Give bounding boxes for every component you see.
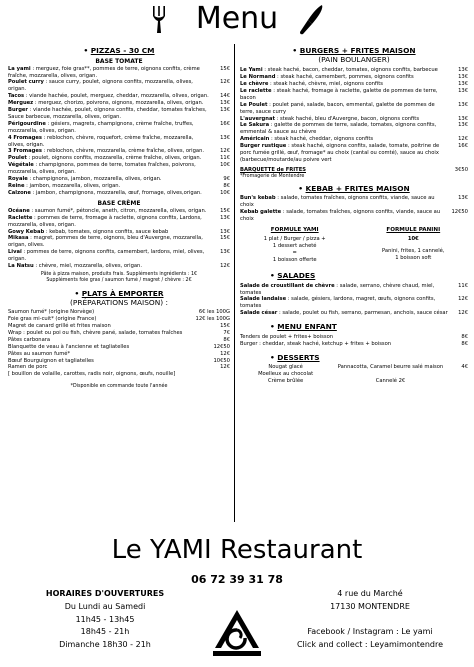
item-price: 13€ xyxy=(458,122,468,129)
item-description: Tenders de poulet + frites+ boisson xyxy=(240,333,334,340)
item-price: 8€ xyxy=(461,340,468,347)
item-name: Salade césar xyxy=(240,310,278,317)
item-price: 12€ les 100G xyxy=(195,316,230,323)
emporter-item xyxy=(8,364,230,378)
item-description xyxy=(240,167,452,174)
salade-item xyxy=(240,283,468,297)
base-creme-list xyxy=(8,208,230,270)
formule-panini-line: Panini, frites, 1 cannelé, xyxy=(382,248,445,254)
dessert-item: Moelleux au chocolat xyxy=(258,371,314,378)
hours-line: 11h45 - 13h45 xyxy=(75,614,135,624)
phone-number[interactable]: 06 72 39 31 78 xyxy=(191,573,283,586)
pizza-note-supplements: Suppléments foie gras / saumon fumé / magret / chèvre : 2€ xyxy=(46,277,192,283)
item-name: Burger rustique xyxy=(240,143,287,150)
item-name: Bun's kebab xyxy=(240,195,276,202)
item-name: Le raclette xyxy=(240,87,272,94)
emporter-item xyxy=(8,337,230,344)
item-description: Burger : cheddar, steak haché, ketchup + frites + boisson xyxy=(240,340,392,347)
item-description: Poulet curry : sauce curry, poulet, oignons confits, mozzarella, olives, origan. xyxy=(8,79,193,93)
item-price: 13€ xyxy=(458,74,468,81)
hours-line: Du Lundi au Samedi xyxy=(64,601,146,611)
item-name: Royale xyxy=(8,176,28,183)
menu-enfant-list xyxy=(240,334,468,348)
kebab-list xyxy=(240,195,468,223)
formule-yami-line: 1 plat / Burger / pizza + xyxy=(263,236,326,242)
item-description: Pâtes au saumon fumé* xyxy=(8,350,71,357)
item-price: 3€50 xyxy=(454,166,468,173)
formule-yami-line: 1 boisson offerte xyxy=(272,257,317,263)
item-description: Saumon fumé* (origine Norvège) xyxy=(8,309,95,316)
desserts-section-title: • DESSERTS xyxy=(270,352,320,362)
item-name: Raclette xyxy=(8,214,33,221)
item-name: Le Yami xyxy=(240,67,263,74)
pizza-item xyxy=(8,190,230,197)
formules xyxy=(240,227,468,264)
item-price: 13€ xyxy=(458,67,468,74)
dessert-item xyxy=(331,371,450,378)
item-description: L'auvergnat : steak haché, bleu d'Auvergne, bacon, oignons confits xyxy=(240,115,420,122)
leaf-symbol-logo xyxy=(207,608,267,660)
item-description: Le Normand : steak haché, camembert, pommes, oignons confits xyxy=(240,74,414,81)
item-price: 10€50 xyxy=(213,357,230,364)
dessert-item: Crème brûlée xyxy=(267,377,304,384)
item-description: Merguez : merguez, chorizo, poivrons, oignons, mozzarella, olives, origan. xyxy=(8,100,204,107)
item-name: Le Poulet xyxy=(240,101,268,108)
kebab-item xyxy=(240,209,468,223)
item-description: Le chèvre : steak haché, chèvre, miel, oignons confits xyxy=(240,81,383,87)
pizza-item xyxy=(8,100,230,107)
knife-icon xyxy=(298,4,324,36)
item-description: Kebab galette : salade, tomates fraîches, oignons confits, viande, sauce au choix xyxy=(240,209,441,223)
item-price: 12€ xyxy=(220,148,230,155)
item-name: 4 Fromages xyxy=(8,134,42,141)
item-description: Le Sakura : galette de pommes de terre, salade, tomates, oignons confits, emmental & sauce au chèvre xyxy=(240,122,437,136)
item-name: Le chèvre xyxy=(240,81,269,87)
item-description: Salade césar : salade, poulet ou fish, serrano, parmesan, anchois, sauce césar xyxy=(240,310,448,317)
click-and-collect[interactable]: Click and collect : Leyamimontendre xyxy=(296,640,444,650)
item-name: Salade de croustillant de chèvre xyxy=(240,282,335,289)
item-description: Périgourdine : gésiers, magrets, champignons, crème fraîche, truffes, mozzarella, olives, origan. xyxy=(8,120,194,134)
item-price: 12€ xyxy=(220,364,230,371)
item-description: Magret de canard grillé et frites maison xyxy=(8,322,111,329)
formule-yami-line: = xyxy=(292,250,297,256)
item-price: 12€ xyxy=(220,79,230,86)
item-price: 13€ xyxy=(458,115,468,122)
burger-item xyxy=(240,81,468,88)
emporter-item xyxy=(8,330,230,337)
item-name: Poulet curry xyxy=(8,79,44,86)
column-divider xyxy=(234,44,235,522)
item-price: 12€50 xyxy=(213,343,230,350)
salade-item xyxy=(240,296,468,310)
emporter-item xyxy=(8,344,230,351)
burger-item xyxy=(240,122,468,136)
item-price: 16€ xyxy=(220,120,230,127)
item-price: 12€50 xyxy=(451,209,468,216)
item-description: Océane : saumon fumé*, pétoncle, aneth, citron, mozzarella, olives, origan. xyxy=(8,207,207,214)
item-price: 8€ xyxy=(461,333,468,340)
item-description: Gowy Kebab : kebab, tomates, oignons confits, sauce kebab xyxy=(8,228,169,235)
menu-enfant-item xyxy=(240,334,468,341)
formule-panini-title: FORMULE PANINI xyxy=(386,227,441,233)
base-creme-title: BASE CRÈME xyxy=(97,199,141,207)
item-name: Calzone xyxy=(8,189,31,196)
burger-item xyxy=(240,102,468,116)
item-price: 10€ xyxy=(220,162,230,169)
item-price: 10€ xyxy=(220,189,230,196)
hours-title: HORAIRES D'OUVERTURES xyxy=(45,589,165,598)
emporter-list xyxy=(8,309,230,378)
formule-yami-title: FORMULE YAMI xyxy=(270,227,319,233)
item-description: Poulet : poulet, oignons confits, mozzarella, crème fraîche, olives, origan. xyxy=(8,155,202,162)
item-price: 6€ les 100G xyxy=(198,309,230,316)
kebab-section-title: • KEBAB + FRITES MAISON xyxy=(298,183,410,193)
item-description: Burger rustique : steak haché, oignons confits, salade, tomate, poitrine de porc fumée grillé, œuf, fromage* au choix (cantal ou comté), sauce au choix (barbecue/moutarde/au poivre vert xyxy=(240,143,440,163)
pizzas-section-title: • PIZZAS - 30 CM xyxy=(83,46,155,55)
page-title: Menu xyxy=(195,1,279,36)
item-price: 13€ xyxy=(458,81,468,87)
pizza-note: Pâte à pizza maison, produits frais. Suppléments ingrédients : 1€ xyxy=(40,271,198,277)
burgers-section-title: • BURGERS + FRITES MAISON (PAIN BOULANGER) xyxy=(292,46,416,64)
item-description: Américain : steak haché, cheddar, oignons confits xyxy=(240,136,374,143)
emporter-item xyxy=(8,358,230,365)
item-description: La yami : merguez, foie gras**, pommes de terre, oignons confits, crème fraîche, mozzarella, olives, origan. xyxy=(8,65,200,79)
pizza-item xyxy=(8,107,230,121)
emporter-item xyxy=(8,351,230,358)
item-price: 13€ xyxy=(220,100,230,107)
item-name: Tacos xyxy=(8,93,25,100)
opening-hours xyxy=(30,588,180,652)
item-price: 16€ xyxy=(458,143,468,150)
item-price: 13€ xyxy=(220,249,230,256)
left-column xyxy=(8,44,230,390)
item-price: 13€ xyxy=(220,228,230,235)
item-price: 13€ xyxy=(220,107,230,114)
emporter-section-title: • PLATS À EMPORTER (PRÉPARATIONS MAISON) : xyxy=(70,288,168,307)
burger-item xyxy=(240,167,468,174)
item-description: Salade de croustillant de chèvre : salade, serrano, chèvre chaud, miel, tomates xyxy=(240,282,435,296)
pizza-item xyxy=(8,249,230,263)
item-price: 11€ xyxy=(458,282,468,289)
dessert-item: Cannelé 2€ xyxy=(375,377,406,384)
item-name: Le Sakura xyxy=(240,122,270,129)
item-name: La yami xyxy=(8,65,31,72)
item-description: Salade landaise : salade, gésiers, lardons, magret, œufs, oignons confits, tomates xyxy=(240,296,436,310)
item-price: 13€ xyxy=(220,214,230,221)
formule-yami-line: 1 dessert acheté xyxy=(272,243,317,249)
item-name: Kebab galette xyxy=(240,209,282,216)
social-media[interactable]: Facebook / Instagram : Le yami xyxy=(307,627,433,637)
item-name: Périgourdine xyxy=(8,120,46,127)
formule-yami xyxy=(240,227,349,264)
pizza-item xyxy=(8,208,230,215)
item-name: Reine xyxy=(8,183,25,189)
pizza-item xyxy=(8,93,230,100)
menu-enfant-item xyxy=(240,341,468,348)
right-column xyxy=(240,44,468,385)
emporter-note: *Disponible en commande toute l'année xyxy=(70,384,168,390)
item-name: Américain xyxy=(240,136,270,143)
burger-item xyxy=(240,74,468,81)
kebab-item xyxy=(240,195,468,209)
item-name: Végétale xyxy=(8,162,34,169)
desserts-price: 4€ xyxy=(461,364,468,371)
item-description: Royale : champignons, jambon, mozzarella, olives, origan. xyxy=(8,176,162,183)
item-description: 4 Fromages : reblochon, chèvre, roquefort, crème fraîche, mozzarella, olives, origan. xyxy=(8,134,194,148)
item-name: Le Normand xyxy=(240,74,276,81)
base-tomate-title: BASE TOMATE xyxy=(95,57,143,65)
salades-list xyxy=(240,283,468,318)
emporter-item xyxy=(8,316,230,323)
dessert-item: Pannacotta, Caramel beurre salé maison xyxy=(337,364,444,371)
item-price: 8€ xyxy=(223,183,230,189)
item-description: Calzone : jambon, champignons, mozzarella, œuf, fromage, olives,origan. xyxy=(8,189,202,196)
item-description: Foie gras mi-cuit* (origine France) xyxy=(8,316,97,323)
item-price: 13€ xyxy=(458,101,468,108)
pizza-item xyxy=(8,183,230,190)
item-name: BARQUETTE de FRITES xyxy=(240,166,306,173)
address-line: 4 rue du Marché xyxy=(337,589,403,598)
item-description: Tacos : viande hachée, poulet, merguez, cheddar, mozzarella, olives, origan. xyxy=(8,93,209,100)
address-line: 17130 MONTENDRE xyxy=(330,601,410,611)
salade-item xyxy=(240,310,468,317)
item-price: 12€ xyxy=(220,350,230,357)
item-description: Le Poulet : poulet pané, salade, bacon, emmental, galette de pommes de terre, sauce curry xyxy=(240,101,435,115)
item-price: 14€ xyxy=(220,93,230,100)
base-tomate-list xyxy=(8,66,230,197)
item-description: Reine : jambon, mozzarella, olives, origan. xyxy=(8,183,121,189)
item-description: Le raclette : steak haché, fromage à raclette, galette de pommes de terre, bacon xyxy=(240,87,438,101)
item-description: Bun's kebab : salade, tomates fraîches, oignons confits, viande, sauce au choix xyxy=(240,195,435,209)
item-description: 3 Fromages : reblochon, chèvre, mozzarella, crème fraîche, olives, origan. xyxy=(8,148,205,155)
item-name: Livaï xyxy=(8,249,22,256)
item-price: 7€ xyxy=(223,329,230,336)
burger-item xyxy=(240,143,468,164)
pizza-item xyxy=(8,263,230,270)
burger-item xyxy=(240,116,468,123)
salades-section-title: • SALADES xyxy=(270,271,316,280)
pizza-item xyxy=(8,121,230,135)
item-description: Burger : viande hachée, poulet, oignons confits, cheddar, tomates fraîches, Sauce barbecue, mozzarella, olives, origan. xyxy=(8,107,207,120)
item-description: Livaï : pommes de terre, oignons confits, camembert, lardons, miel, olives, origan. xyxy=(8,249,205,263)
pizza-item xyxy=(8,135,230,149)
burger-item xyxy=(240,88,468,102)
item-price: 13€ xyxy=(220,134,230,141)
formule-panini-line: 1 boisson soft xyxy=(395,255,432,261)
item-price: 9€ xyxy=(223,176,230,183)
hours-line: Dimanche 18h30 - 21h xyxy=(59,640,151,650)
item-description: Bœuf Bourguignon et tagliatelles xyxy=(8,357,94,364)
emporter-item xyxy=(8,323,230,330)
item-description: Pâtes carbonara xyxy=(8,336,51,343)
desserts-list xyxy=(240,364,468,385)
formule-panini-price: 10€ xyxy=(407,236,419,242)
pizza-item xyxy=(8,66,230,80)
item-price: 13€ xyxy=(458,195,468,202)
item-description: Mikasa : magret, pommes de terre, oignons, bleu d'Auvergne, mozzarella, origan, olives. xyxy=(8,235,203,249)
item-name: Merguez xyxy=(8,100,34,107)
item-price: 15€ xyxy=(220,65,230,72)
item-description: Wrap : poulet ou poi ou fish, chèvre pané, salade, tomates fraîches xyxy=(8,329,183,336)
pizza-item xyxy=(8,235,230,249)
pizza-item xyxy=(8,176,230,183)
item-description: Le Yami : steak haché, bacon, cheddar, tomates, oignons confits, barbecue xyxy=(240,67,438,74)
item-price: 15€ xyxy=(220,235,230,242)
restaurant-name: Le YAMI Restaurant xyxy=(111,535,363,565)
item-description: Végétale : champignons, pommes de terre, tomates fraîches, poivrons, mozzarella, olives, origan. xyxy=(8,162,196,176)
item-name: 3 Fromages xyxy=(8,148,42,155)
item-name: Poulet xyxy=(8,155,27,162)
burgers-list xyxy=(240,67,468,174)
item-name: Océane xyxy=(8,207,30,214)
item-name: Burger xyxy=(8,107,28,114)
item-description: La Natsu : chèvre, miel, mozzarella, olives, origan. xyxy=(8,263,142,270)
item-name: Gowy Kebab xyxy=(8,228,45,235)
item-price: 12€ xyxy=(458,136,468,143)
item-name: Salade landaise xyxy=(240,296,287,303)
formule-panini xyxy=(359,227,468,264)
menu-header xyxy=(0,0,474,42)
menu-enfant-section-title: • MENU ENFANT xyxy=(270,322,337,332)
hours-line: 18h45 - 21h xyxy=(80,627,130,637)
item-price: 12€ xyxy=(458,296,468,303)
pizza-item xyxy=(8,162,230,176)
item-price: 12€ xyxy=(458,310,468,317)
emporter-item xyxy=(8,309,230,316)
item-price: 11€ xyxy=(220,155,230,162)
pizza-item xyxy=(8,229,230,236)
pizza-item xyxy=(8,79,230,93)
dessert-item: Nougat glacé xyxy=(268,364,303,371)
item-name: La Natsu xyxy=(8,263,34,270)
burgers-note: *Fromagerie de Montendre xyxy=(240,173,305,179)
item-description: Ramen de porc [ bouillon de volaille, carottes, radis noir, oignons, œufs, nouille] xyxy=(8,364,176,378)
address-block xyxy=(280,588,460,652)
item-price: 15€ xyxy=(220,322,230,329)
item-name: L'auvergnat xyxy=(240,115,275,122)
item-price: 13€ xyxy=(458,87,468,94)
item-price: 15€ xyxy=(220,207,230,214)
item-description: Raclette : pommes de terre, fromage à raclette, oignons confits, Lardons, mozzarella, olives, origan. xyxy=(8,214,202,228)
item-description: Blanquette de veau à l'ancienne et tagliatelles xyxy=(8,343,130,350)
item-name: Mikasa xyxy=(8,235,29,242)
pizza-item xyxy=(8,215,230,229)
item-price: 12€ xyxy=(220,263,230,270)
item-price: 8€ xyxy=(223,336,230,343)
